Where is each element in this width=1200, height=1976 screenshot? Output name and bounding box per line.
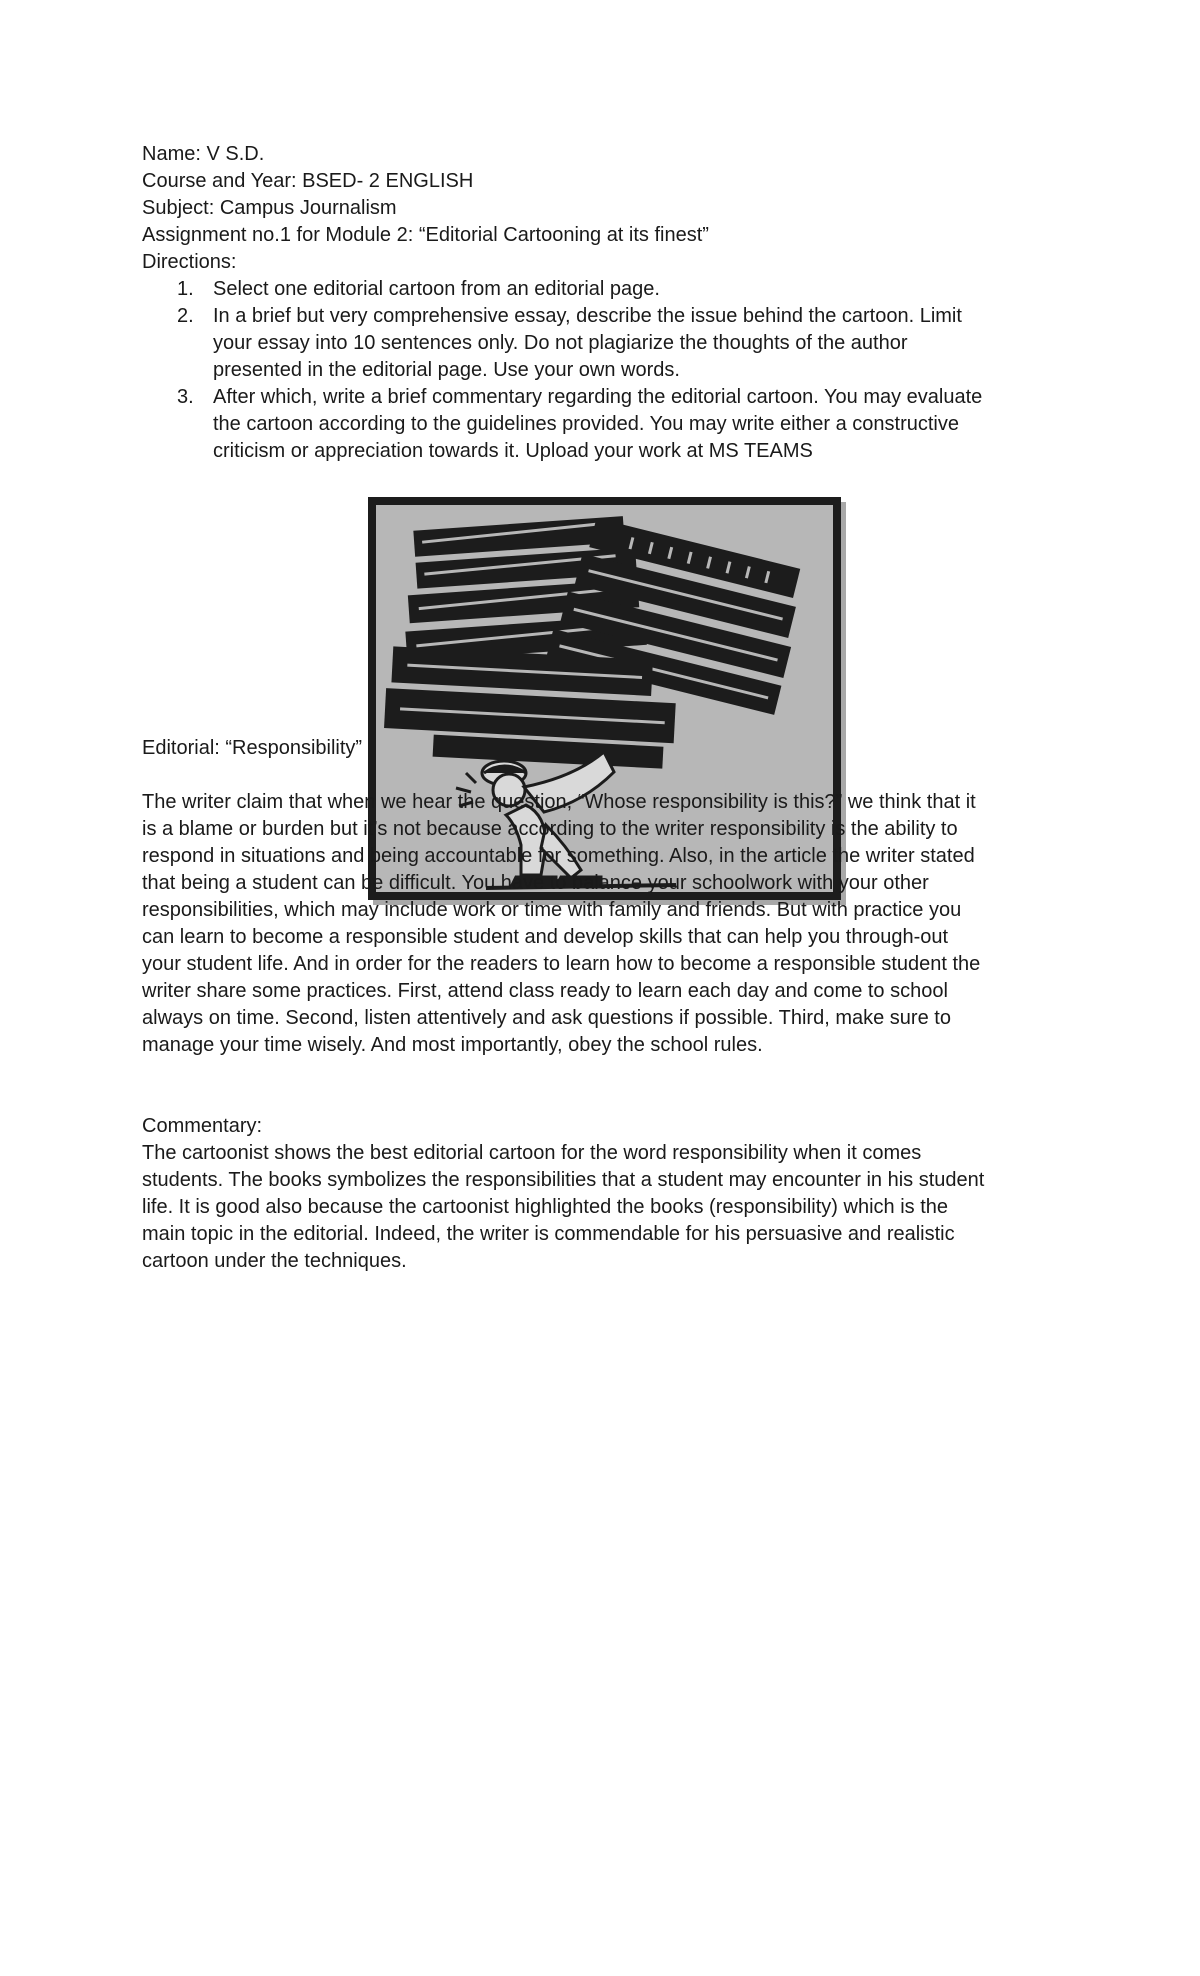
document-page	[142, 141, 1062, 1272]
commentary-paragraph	[142, 1140, 1062, 1275]
editorial-line: always on time. Second, listen attentively and ask questions if possible. Third, make sure to	[142, 1007, 951, 1029]
editorial-line: can learn to become a responsible student and develop skills that can help you through-out	[142, 926, 949, 948]
direction-item	[177, 276, 1062, 303]
editorial-line: that being a student can be difficult. You have to balance your schoolwork with your other	[142, 872, 929, 894]
direction-text-line: In a brief but very comprehensive essay, describe the issue behind the cartoon. Limit	[213, 305, 962, 327]
direction-number: 2.	[177, 305, 194, 327]
direction-text-line: the cartoon according to the guidelines provided. You may write either a constructive	[213, 413, 959, 435]
editorial-line: responsibilities, which may include work or time with family and friends. But with practice you	[142, 899, 962, 921]
editorial-line: writer share some practices. First, attend class ready to learn each day and come to school	[142, 980, 948, 1002]
directions-label: Directions:	[142, 251, 237, 273]
name-line: Name: V S.D.	[142, 143, 265, 165]
direction-item	[177, 384, 1062, 465]
assignment-line: Assignment no.1 for Module 2: “Editorial Cartooning at its finest”	[142, 224, 709, 246]
editorial-paragraph	[142, 789, 1062, 1059]
direction-text-line: presented in the editorial page. Use your own words.	[213, 359, 680, 381]
course-year-line: Course and Year: BSED- 2 ENGLISH	[142, 170, 474, 192]
editorial-title: Editorial: “Responsibility”	[142, 737, 363, 759]
commentary-line: The cartoonist shows the best editorial cartoon for the word responsibility when it comes	[142, 1142, 922, 1164]
directions-list	[142, 276, 1062, 465]
direction-item	[177, 303, 1062, 384]
direction-text-line: your essay into 10 sentences only. Do not plagiarize the thoughts of the author	[213, 332, 908, 354]
direction-text-line: criticism or appreciation towards it. Upload your work at MS TEAMS	[213, 440, 813, 462]
direction-text-line: After which, write a brief commentary regarding the editorial cartoon. You may evaluate	[213, 386, 983, 408]
editorial-line: is a blame or burden but it’s not because according to the writer responsibility is the ability to	[142, 818, 958, 840]
subject-line: Subject: Campus Journalism	[142, 197, 397, 219]
direction-number: 3.	[177, 386, 194, 408]
editorial-line: your student life. And in order for the readers to learn how to become a responsible student the	[142, 953, 981, 975]
commentary-line: life. It is good also because the cartoonist highlighted the books (responsibility) which is the	[142, 1196, 949, 1218]
commentary-line: main topic in the editorial. Indeed, the writer is commendable for his persuasive and realistic	[142, 1223, 955, 1245]
editorial-line: manage your time wisely. And most importantly, obey the school rules.	[142, 1034, 763, 1056]
commentary-line: cartoon under the techniques.	[142, 1250, 407, 1272]
editorial-line: The writer claim that when we hear the question, “Whose responsibility is this?” we think that it	[142, 791, 976, 813]
commentary-title: Commentary:	[142, 1115, 263, 1137]
direction-text-line: Select one editorial cartoon from an editorial page.	[213, 278, 660, 300]
books-stack-icon	[383, 514, 810, 769]
editorial-line: respond in situations and being accountable for something. Also, in the article the writer stated	[142, 845, 975, 867]
commentary-line: students. The books symbolizes the responsibilities that a student may encounter in his student	[142, 1169, 985, 1191]
direction-number: 1.	[177, 278, 194, 300]
